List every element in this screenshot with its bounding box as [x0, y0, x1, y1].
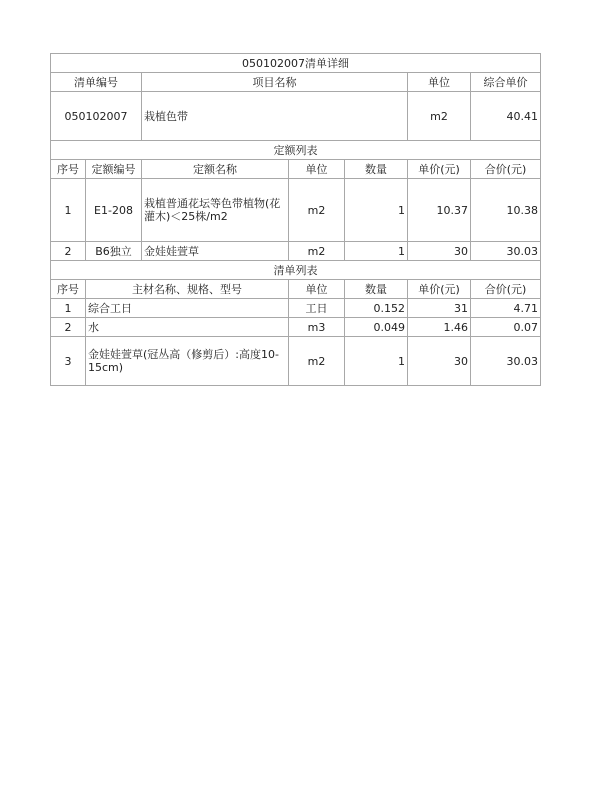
material-header-qty: 数量	[345, 280, 408, 299]
detail-table	[50, 53, 541, 386]
material-row-name: 水	[86, 318, 289, 337]
quota-row-code: E1-208	[86, 179, 142, 242]
material-header-price: 单价(元)	[408, 280, 471, 299]
material-row-total: 0.07	[471, 318, 541, 337]
quota-header-no: 序号	[51, 160, 86, 179]
quota-row	[51, 242, 541, 261]
item-name: 栽植色带	[142, 92, 408, 141]
quota-row-no: 1	[51, 179, 86, 242]
quota-header-name: 定额名称	[142, 160, 289, 179]
item-code: 050102007	[51, 92, 142, 141]
sheet-title: 050102007清单详细	[51, 54, 541, 73]
material-row-unit: m2	[289, 337, 345, 386]
item-price: 40.41	[471, 92, 541, 141]
material-row-no: 3	[51, 337, 86, 386]
quota-row-price: 10.37	[408, 179, 471, 242]
quota-row-name: 栽植普通花坛等色带植物(花灌木)＜25株/m2	[142, 179, 289, 242]
quota-header-unit: 单位	[289, 160, 345, 179]
header-name: 项目名称	[142, 73, 408, 92]
material-row-no: 2	[51, 318, 86, 337]
quota-header-total: 合价(元)	[471, 160, 541, 179]
material-row-price: 30	[408, 337, 471, 386]
quota-header-code: 定额编号	[86, 160, 142, 179]
material-header-name: 主材名称、规格、型号	[86, 280, 289, 299]
material-header-unit: 单位	[289, 280, 345, 299]
quota-row-price: 30	[408, 242, 471, 261]
header-price: 综合单价	[471, 73, 541, 92]
material-row-price: 31	[408, 299, 471, 318]
material-row	[51, 299, 541, 318]
material-row-qty: 0.152	[345, 299, 408, 318]
material-row-no: 1	[51, 299, 86, 318]
header-code: 清单编号	[51, 73, 142, 92]
material-header-total: 合价(元)	[471, 280, 541, 299]
material-section-title: 清单列表	[51, 261, 541, 280]
quota-row-code: B6独立	[86, 242, 142, 261]
material-row-total: 4.71	[471, 299, 541, 318]
quota-row-qty: 1	[345, 242, 408, 261]
quota-row-total: 30.03	[471, 242, 541, 261]
quota-row-qty: 1	[345, 179, 408, 242]
quota-row-name: 金娃娃萱草	[142, 242, 289, 261]
quota-header-price: 单价(元)	[408, 160, 471, 179]
quota-row-unit: m2	[289, 242, 345, 261]
material-row	[51, 318, 541, 337]
material-row-price: 1.46	[408, 318, 471, 337]
item-unit: m2	[408, 92, 471, 141]
quota-header-qty: 数量	[345, 160, 408, 179]
material-row-name: 综合工日	[86, 299, 289, 318]
quota-header-row	[51, 160, 541, 179]
material-header-no: 序号	[51, 280, 86, 299]
quota-row	[51, 179, 541, 242]
material-row-qty: 0.049	[345, 318, 408, 337]
quota-row-total: 10.38	[471, 179, 541, 242]
material-header-row	[51, 280, 541, 299]
quota-section-title: 定额列表	[51, 141, 541, 160]
quota-row-no: 2	[51, 242, 86, 261]
material-row-qty: 1	[345, 337, 408, 386]
material-row-name: 金娃娃萱草(冠丛高（修剪后）:高度10-15cm)	[86, 337, 289, 386]
material-row-unit: m3	[289, 318, 345, 337]
material-row-unit: 工日	[289, 299, 345, 318]
material-row	[51, 337, 541, 386]
header-unit: 单位	[408, 73, 471, 92]
material-row-total: 30.03	[471, 337, 541, 386]
quota-row-unit: m2	[289, 179, 345, 242]
